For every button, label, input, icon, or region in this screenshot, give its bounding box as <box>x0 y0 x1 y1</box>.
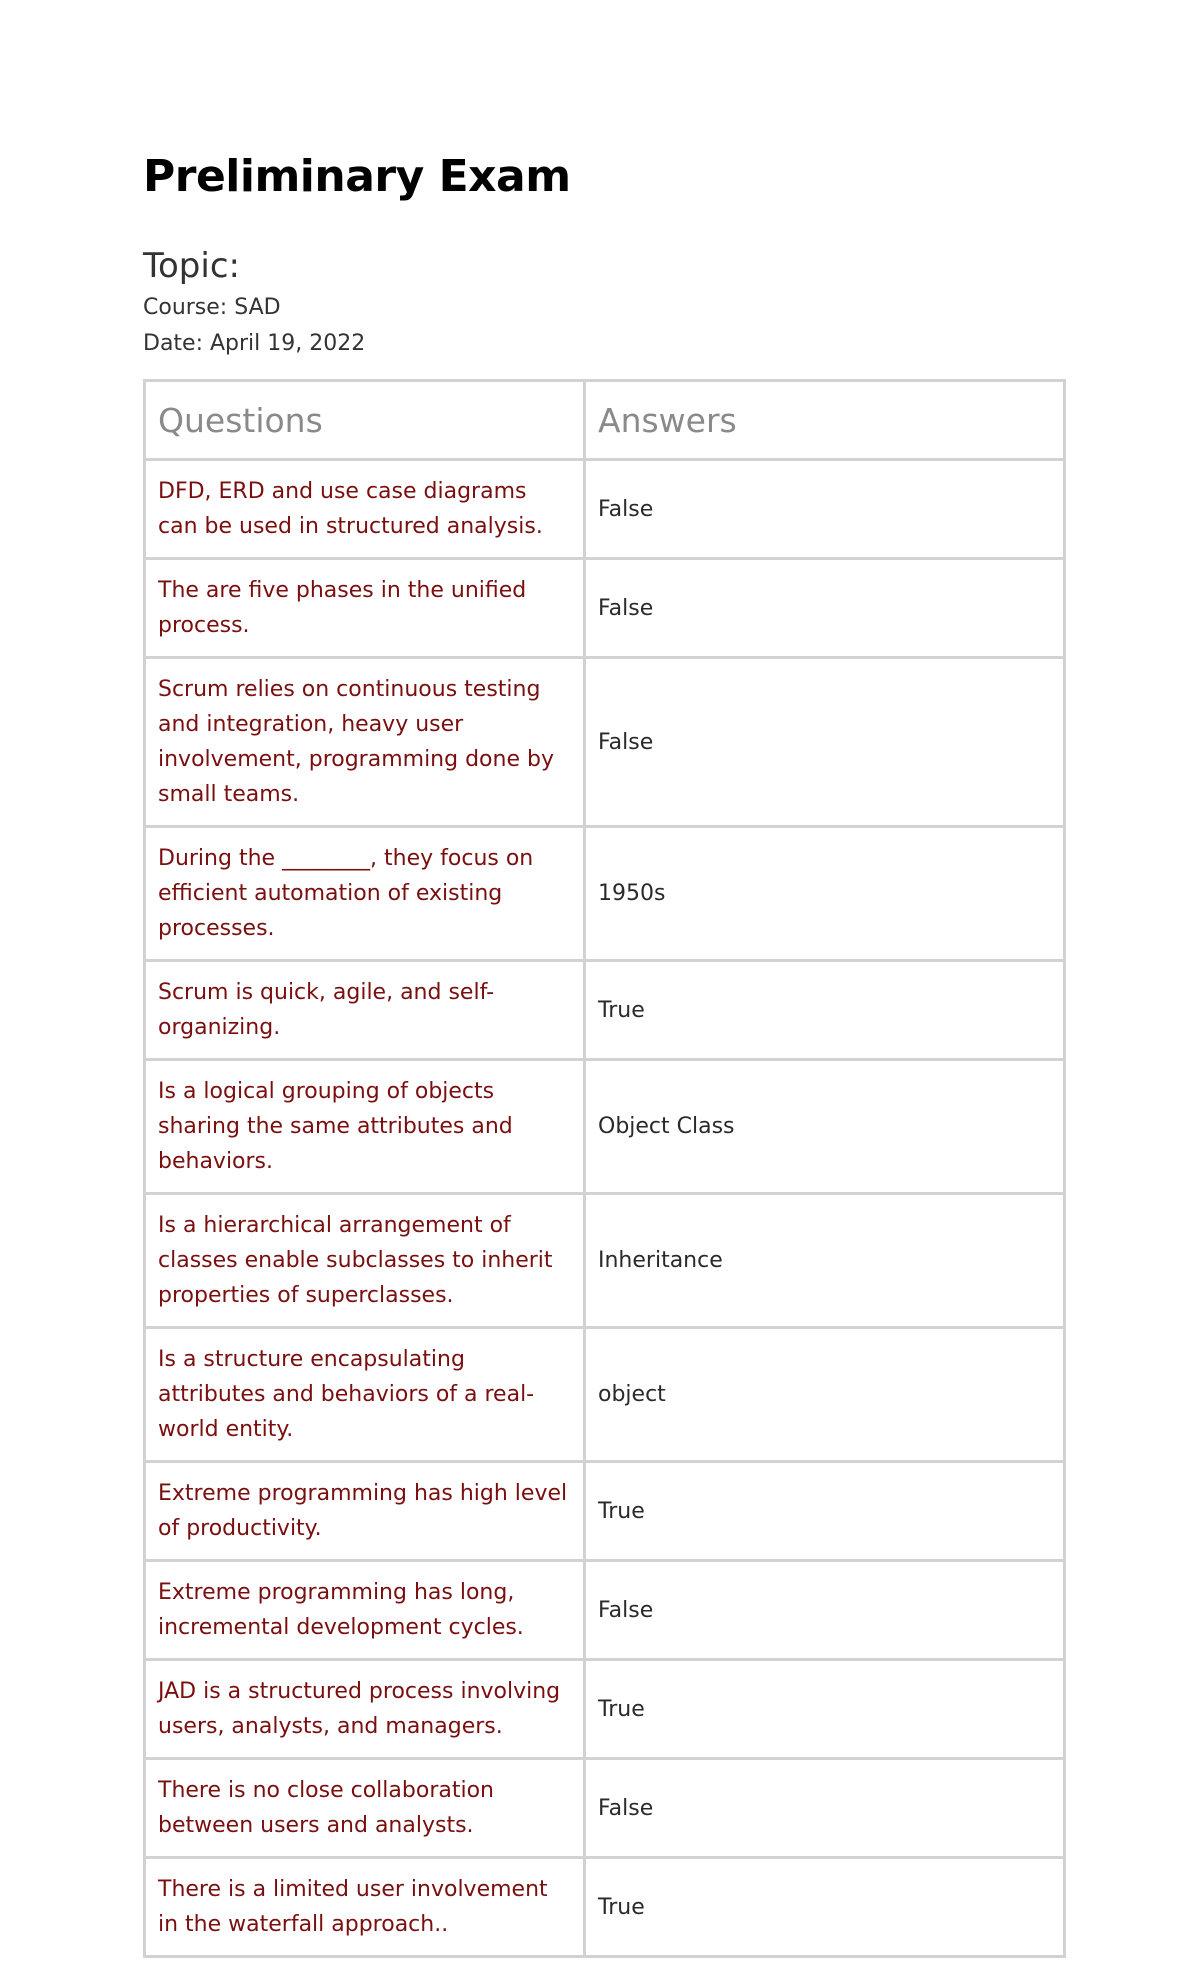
question-cell: Scrum is quick, agile, and self-organizing. <box>145 961 585 1060</box>
answer-cell: False <box>585 1561 1065 1660</box>
topic-label: Topic: <box>143 246 240 286</box>
table-header-row <box>145 381 1065 460</box>
question-cell: The are five phases in the unified process. <box>145 559 585 658</box>
table-row <box>145 1858 1065 1957</box>
questions-header: Questions <box>145 381 585 460</box>
qa-table-body <box>145 460 1065 1957</box>
question-cell: There is a limited user involvement in the waterfall approach.. <box>145 1858 585 1957</box>
question-cell: Extreme programming has long, incremental development cycles. <box>145 1561 585 1660</box>
table-row <box>145 460 1065 559</box>
question-cell: JAD is a structured process involving users, analysts, and managers. <box>145 1660 585 1759</box>
table-row <box>145 559 1065 658</box>
answer-cell: True <box>585 961 1065 1060</box>
table-row <box>145 1328 1065 1462</box>
table-row <box>145 1194 1065 1328</box>
question-cell: Extreme programming has high level of productivity. <box>145 1462 585 1561</box>
table-row <box>145 827 1065 961</box>
question-cell: Is a structure encapsulating attributes and behaviors of a real-world entity. <box>145 1328 585 1462</box>
question-cell: Is a hierarchical arrangement of classes enable subclasses to inherit properties of superclasses. <box>145 1194 585 1328</box>
table-row <box>145 1561 1065 1660</box>
course-line: Course: SAD <box>143 295 281 320</box>
table-row <box>145 961 1065 1060</box>
answer-cell: False <box>585 559 1065 658</box>
answer-cell: True <box>585 1858 1065 1957</box>
question-cell: DFD, ERD and use case diagrams can be used in structured analysis. <box>145 460 585 559</box>
table-row <box>145 1759 1065 1858</box>
answer-cell: False <box>585 460 1065 559</box>
table-row <box>145 1462 1065 1561</box>
question-cell: There is no close collaboration between users and analysts. <box>145 1759 585 1858</box>
question-cell: Scrum relies on continuous testing and integration, heavy user involvement, programming done by small teams. <box>145 658 585 827</box>
answer-cell: object <box>585 1328 1065 1462</box>
answer-cell: True <box>585 1660 1065 1759</box>
date-line: Date: April 19, 2022 <box>143 331 366 356</box>
answer-cell: Inheritance <box>585 1194 1065 1328</box>
answer-cell: True <box>585 1462 1065 1561</box>
answer-cell: 1950s <box>585 827 1065 961</box>
answers-header: Answers <box>585 381 1065 460</box>
question-cell: During the ________, they focus on efficient automation of existing processes. <box>145 827 585 961</box>
table-row <box>145 1660 1065 1759</box>
answer-cell: False <box>585 1759 1065 1858</box>
page-title: Preliminary Exam <box>143 151 571 202</box>
table-row <box>145 1060 1065 1194</box>
table-row <box>145 658 1065 827</box>
qa-table <box>143 379 1066 1958</box>
answer-cell: Object Class <box>585 1060 1065 1194</box>
answer-cell: False <box>585 658 1065 827</box>
question-cell: Is a logical grouping of objects sharing the same attributes and behaviors. <box>145 1060 585 1194</box>
